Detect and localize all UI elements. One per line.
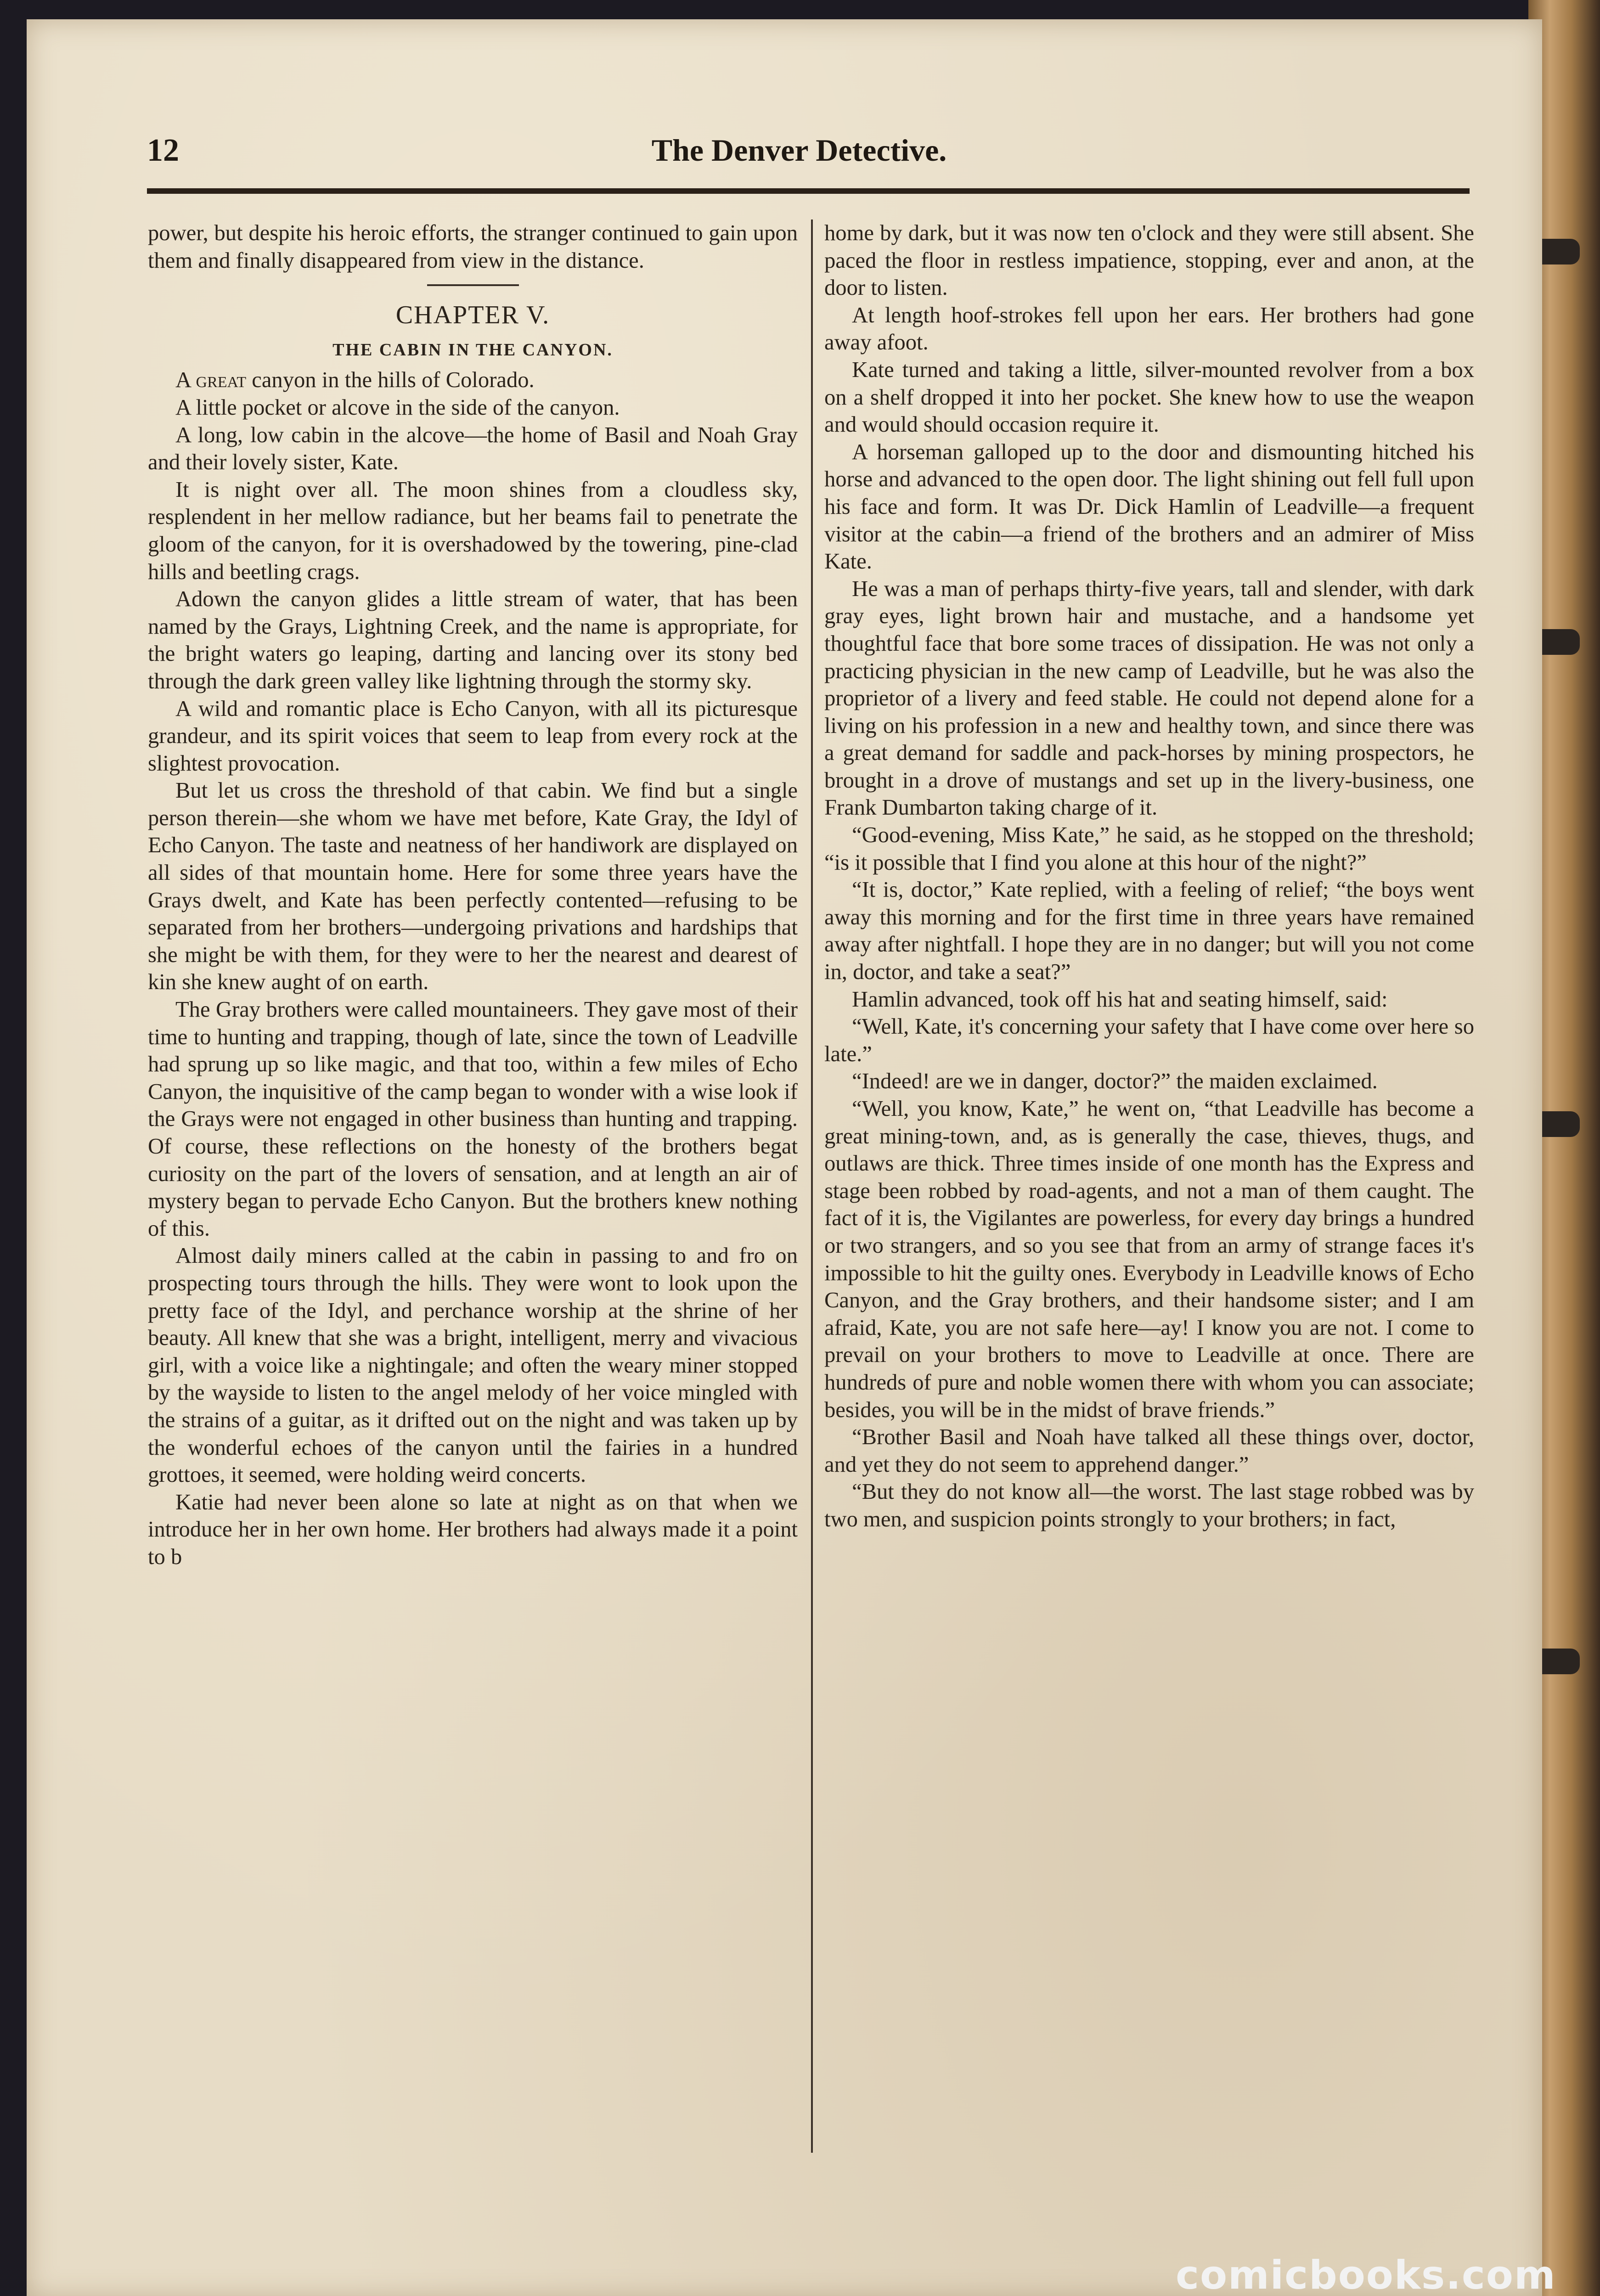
paragraph: Hamlin advanced, took off his hat and seating himself, said:	[852, 986, 1388, 1012]
paragraph: “Well, Kate, it's concerning your safety that I have come over here so late.”	[824, 1014, 1474, 1066]
paragraph: A long, low cabin in the alcove—the home of Basil and Noah Gray and their lovely sister, Kate.	[148, 422, 798, 475]
paragraph: The Gray brothers were called mountaineers. They gave most of their time to hunting and trapping, though of late, since the town of Leadville had sprung up so like magic, and that too, within a few miles of Echo Canyon, the inquisitive of the camp began to wonder with a wise look if the Grays were not engaged in other business than hunting and trapping. Of course, these reflections on the honesty of the brothers begat curiosity on the part of the lovers of sensation, and at length an air of mystery began to pervade Echo Canyon. But the brothers knew nothing of this.	[148, 997, 798, 1241]
page-title: The Denver Detective.	[651, 133, 947, 168]
paragraph: “Good-evening, Miss Kate,” he said, as he stopped on the threshold; “is it possible that I find you alone at this hour of the night?”	[824, 822, 1474, 875]
header-rule	[147, 188, 1470, 194]
watermark: comicbooks.com	[1176, 2252, 1556, 2296]
paragraph: “Brother Basil and Noah have talked all these things over, doctor, and yet they do not seem to apprehend danger.”	[824, 1424, 1474, 1477]
paragraph: Almost daily miners called at the cabin in passing to and fro on prospecting tours through the hills. They were wont to look upon the pretty face of the Idyl, and perchance worship at the shrine of her beauty. All knew that she was a bright, intelligent, merry and vivacious girl, with a voice like a nightingale; and often the weary miner stopped by the wayside to listen to the angel melody of her voice mingled with the strains of a guitar, as it drifted out on the night and was taken up by the wonderful echoes of the canyon until the fairies in a hundred grottoes, it seemed, were holding weird concerts.	[148, 1243, 798, 1487]
paragraph: Adown the canyon glides a little stream of water, that has been named by the Grays, Lightning Creek, and the name is appropriate, for the bright waters go leaping, darting and lancing over its stony bed through the dark green valley like lightning through the stormy sky.	[148, 586, 798, 693]
paragraph: But let us cross the threshold of that cabin. We find but a single person therein—she whom we have met before, Kate Gray, the Idyl of Echo Canyon. The taste and neatness of her handiwork are displayed on all sides of that mountain home. Here for some three years have the Grays dwelt, and Kate has been perfectly contented—refusing to be separated from her brothers—undergoing privations and hardships that she might be with them, for they were to her the nearest and dearest of kin she knew aught of on earth.	[148, 778, 798, 995]
paragraph: A wild and romantic place is Echo Canyon, with all its picturesque grandeur, and its spirit voices that seem to leap from every rock at the slightest provocation.	[148, 696, 798, 776]
paragraph: “But they do not know all—the worst. The last stage robbed was by two men, and suspicion points strongly to your brothers; in fact,	[824, 1479, 1474, 1531]
paragraph	[148, 366, 798, 394]
paragraph: A horseman galloped up to the door and dismounting hitched his horse and advanced to the open door. The light shining out fell full upon his face and form. It was Dr. Dick Hamlin of Leadville—a frequent visitor at the cabin—a friend of the brothers and an admirer of Miss Kate.	[824, 439, 1474, 574]
paragraph: Katie had never been alone so late at night as on that when we introduce her in her own home. Her brothers had always made it a point to b	[148, 1489, 798, 1569]
chapter-divider	[427, 284, 519, 286]
paragraph: power, but despite his heroic efforts, the stranger continued to gain upon them and finally disappeared from view in the distance.	[148, 220, 798, 273]
paragraph: A little pocket or alcove in the side of the canyon.	[175, 394, 620, 420]
chapter-subtitle: THE CABIN IN THE CANYON.	[332, 340, 613, 360]
right-column	[824, 219, 1474, 1533]
paragraph-text: canyon in the hills of Colorado.	[246, 367, 535, 393]
paragraph: “Indeed! are we in danger, doctor?” the maiden exclaimed.	[852, 1069, 1378, 1094]
left-column	[148, 219, 798, 1571]
running-head	[119, 132, 1479, 183]
paragraph: Kate turned and taking a little, silver-mounted revolver from a box on a shelf dropped it into her pocket. She knew how to use the weapon and would should occasion require it.	[824, 357, 1474, 437]
paragraph: home by dark, but it was now ten o'clock and they were still absent. She paced the floor in restless impatience, stopping, ever and anon, at the door to listen.	[824, 220, 1474, 300]
paragraph: It is night over all. The moon shines from a cloudless sky, resplendent in her mellow radiance, but her beams fail to penetrate the gloom of the canyon, for it is overshadowed by the towering, pine-clad hills and beetling crags.	[148, 477, 798, 584]
paragraph: “Well, you know, Kate,” he went on, “that Leadville has become a great mining-town, and, as is generally the case, thieves, thugs, and outlaws are thick. Three times inside of one month has the Express and stage been robbed by road-agents, and not a man of them caught. The fact of it is, the Vigilantes are powerless, for every day brings a hundred or two strangers, and so you see that from an army of strange faces it's impossible to hit the guilty ones. Everybody in Leadville knows of Echo Canyon, and the Gray brothers, and their handsome sister; and I am afraid, Kate, you are not safe here—ay! I know you are not. I come to prevail on your brothers to move to Leadville at once. There are hundreds of pure and noble women there with whom you can associate; besides, you will be in the midst of brave friends.”	[824, 1096, 1474, 1422]
lead-words: A great	[175, 367, 247, 393]
paragraph: “It is, doctor,” Kate replied, with a feeling of relief; “the boys went away this morning and for the first time in three years have remained away after nightfall. I hope they are in no danger; but will you not come in, doctor, and take a seat?”	[824, 877, 1474, 985]
chapter-heading: CHAPTER V.	[395, 301, 550, 330]
column-divider	[811, 219, 813, 2153]
page-number: 12	[147, 133, 179, 168]
paragraph: He was a man of perhaps thirty-five years, tall and slender, with dark gray eyes, light brown hair and mustache, and a handsome yet thoughtful face that bore some traces of dissipation. He was not only a practicing physician in the new camp of Leadville, but he was also the proprietor of a livery and feed stable. He could not depend alone for a living on his profession in a new and healthy town, and since there was a great demand for saddle and pack-horses by mining prospectors, he brought in a drove of mustangs and set up in the livery-business, one Frank Dumbarton taking charge of it.	[824, 576, 1474, 820]
paragraph: At length hoof-strokes fell upon her ears. Her brothers had gone away afoot.	[824, 302, 1474, 355]
